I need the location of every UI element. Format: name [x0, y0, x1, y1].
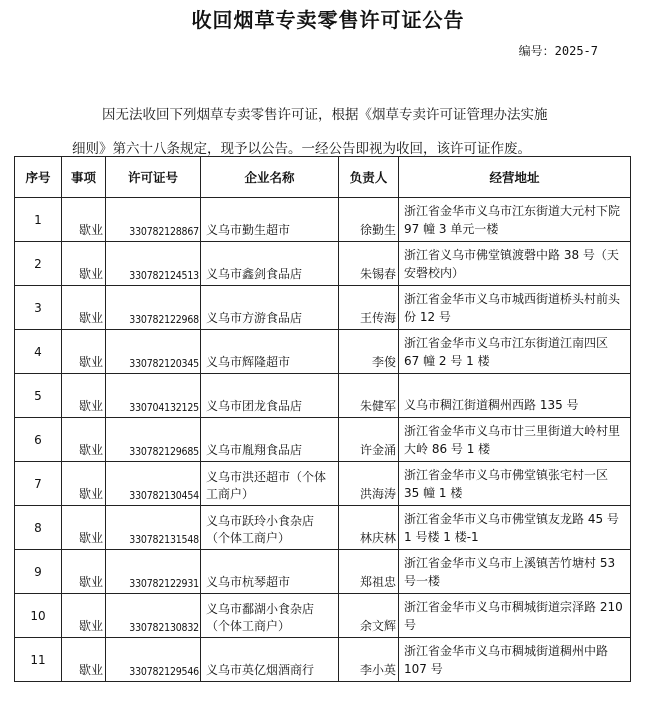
cell-license: 330782130454 — [106, 462, 201, 506]
table-row — [15, 462, 631, 506]
page-title: 收回烟草专卖零售许可证公告 — [191, 8, 465, 32]
cell-item: 歇业 — [62, 506, 106, 550]
cell-item: 歇业 — [62, 550, 106, 594]
cell-item: 歇业 — [62, 286, 106, 330]
header-name: 企业名称 — [201, 157, 339, 198]
cell-person: 郑祖忠 — [339, 550, 399, 594]
cell-person: 朱锡春 — [339, 242, 399, 286]
cell-seq: 6 — [15, 418, 62, 462]
table-row — [15, 198, 631, 242]
cell-address: 浙江省金华市义乌市城西街道桥头村前头份 12 号 — [399, 286, 631, 330]
cell-license: 330782131548 — [106, 506, 201, 550]
header-seq: 序号 — [15, 157, 62, 198]
cell-address: 浙江省金华市义乌市佛堂镇友龙路 45 号 1 号楼 1 楼-1 — [399, 506, 631, 550]
cell-person: 林庆林 — [339, 506, 399, 550]
document-number: 编号：2025-7 — [518, 44, 598, 58]
table-row — [15, 286, 631, 330]
cell-seq: 10 — [15, 594, 62, 638]
cell-address: 浙江省金华市义乌市江东街道江南四区 67 幢 2 号 1 楼 — [399, 330, 631, 374]
cell-name: 义乌市洪还超市（个体工商户） — [201, 462, 339, 506]
table-row — [15, 374, 631, 418]
header-license: 许可证号 — [106, 157, 201, 198]
cell-person: 朱健军 — [339, 374, 399, 418]
cell-name: 义乌市鑫剑食品店 — [201, 242, 339, 286]
intro-line-2: 细则》第六十八条规定，现予以公告。一经公告即视为收回，该许可证作废。 — [72, 141, 531, 157]
license-table — [14, 156, 631, 682]
cell-address: 浙江省义乌市佛堂镇渡磬中路 38 号（天安磬校内） — [399, 242, 631, 286]
cell-item: 歇业 — [62, 462, 106, 506]
cell-address: 浙江省金华市义乌市廿三里街道大岭村里大岭 86 号 1 楼 — [399, 418, 631, 462]
header-address: 经营地址 — [399, 157, 631, 198]
cell-person: 洪海涛 — [339, 462, 399, 506]
cell-name: 义乌市团龙食品店 — [201, 374, 339, 418]
cell-person: 许金涌 — [339, 418, 399, 462]
cell-license: 330782124513 — [106, 242, 201, 286]
cell-name: 义乌市勤生超市 — [201, 198, 339, 242]
cell-name: 义乌市跃玲小食杂店（个体工商户） — [201, 506, 339, 550]
cell-license: 330782122931 — [106, 550, 201, 594]
cell-license: 330782129546 — [106, 638, 201, 682]
cell-address: 浙江省金华市义乌市稠城街道宗泽路 210 号 — [399, 594, 631, 638]
cell-person: 李俊 — [339, 330, 399, 374]
cell-seq: 9 — [15, 550, 62, 594]
cell-seq: 4 — [15, 330, 62, 374]
cell-address: 浙江省金华市义乌市江东街道大元村下院 97 幢 3 单元一楼 — [399, 198, 631, 242]
cell-seq: 5 — [15, 374, 62, 418]
cell-person: 余文辉 — [339, 594, 399, 638]
table-row — [15, 418, 631, 462]
cell-name: 义乌市方游食品店 — [201, 286, 339, 330]
cell-seq: 2 — [15, 242, 62, 286]
table-row — [15, 550, 631, 594]
cell-person: 王传海 — [339, 286, 399, 330]
cell-person: 徐勤生 — [339, 198, 399, 242]
cell-item: 歇业 — [62, 418, 106, 462]
cell-item: 歇业 — [62, 638, 106, 682]
cell-address: 义乌市稠江街道稠州西路 135 号 — [399, 374, 631, 418]
cell-person: 李小英 — [339, 638, 399, 682]
cell-item: 歇业 — [62, 242, 106, 286]
cell-address: 浙江省金华市义乌市上溪镇苦竹塘村 53 号一楼 — [399, 550, 631, 594]
table-row — [15, 638, 631, 682]
cell-license: 330782120345 — [106, 330, 201, 374]
table-row — [15, 330, 631, 374]
cell-name: 义乌市胤翔食品店 — [201, 418, 339, 462]
cell-license: 330782128867 — [106, 198, 201, 242]
cell-seq: 11 — [15, 638, 62, 682]
cell-address: 浙江省金华市义乌市稠城街道稠州中路 107 号 — [399, 638, 631, 682]
intro-line-1: 因无法收回下列烟草专卖零售许可证，根据《烟草专卖许可证管理办法实施 — [102, 107, 548, 123]
table-header-row — [15, 157, 631, 198]
header-item: 事项 — [62, 157, 106, 198]
cell-license: 330782122968 — [106, 286, 201, 330]
cell-address: 浙江省金华市义乌市佛堂镇张宅村一区 35 幢 1 楼 — [399, 462, 631, 506]
cell-item: 歇业 — [62, 330, 106, 374]
cell-name: 义乌市鄱湖小食杂店（个体工商户） — [201, 594, 339, 638]
table-row — [15, 594, 631, 638]
cell-license: 330782129685 — [106, 418, 201, 462]
cell-seq: 8 — [15, 506, 62, 550]
table-row — [15, 506, 631, 550]
cell-item: 歇业 — [62, 374, 106, 418]
cell-name: 义乌市辉隆超市 — [201, 330, 339, 374]
cell-license: 330782130832 — [106, 594, 201, 638]
cell-seq: 7 — [15, 462, 62, 506]
header-person: 负责人 — [339, 157, 399, 198]
cell-seq: 1 — [15, 198, 62, 242]
cell-license: 330704132125 — [106, 374, 201, 418]
cell-item: 歇业 — [62, 198, 106, 242]
cell-name: 义乌市英亿烟酒商行 — [201, 638, 339, 682]
cell-item: 歇业 — [62, 594, 106, 638]
cell-name: 义乌市杭琴超市 — [201, 550, 339, 594]
cell-seq: 3 — [15, 286, 62, 330]
table-row — [15, 242, 631, 286]
